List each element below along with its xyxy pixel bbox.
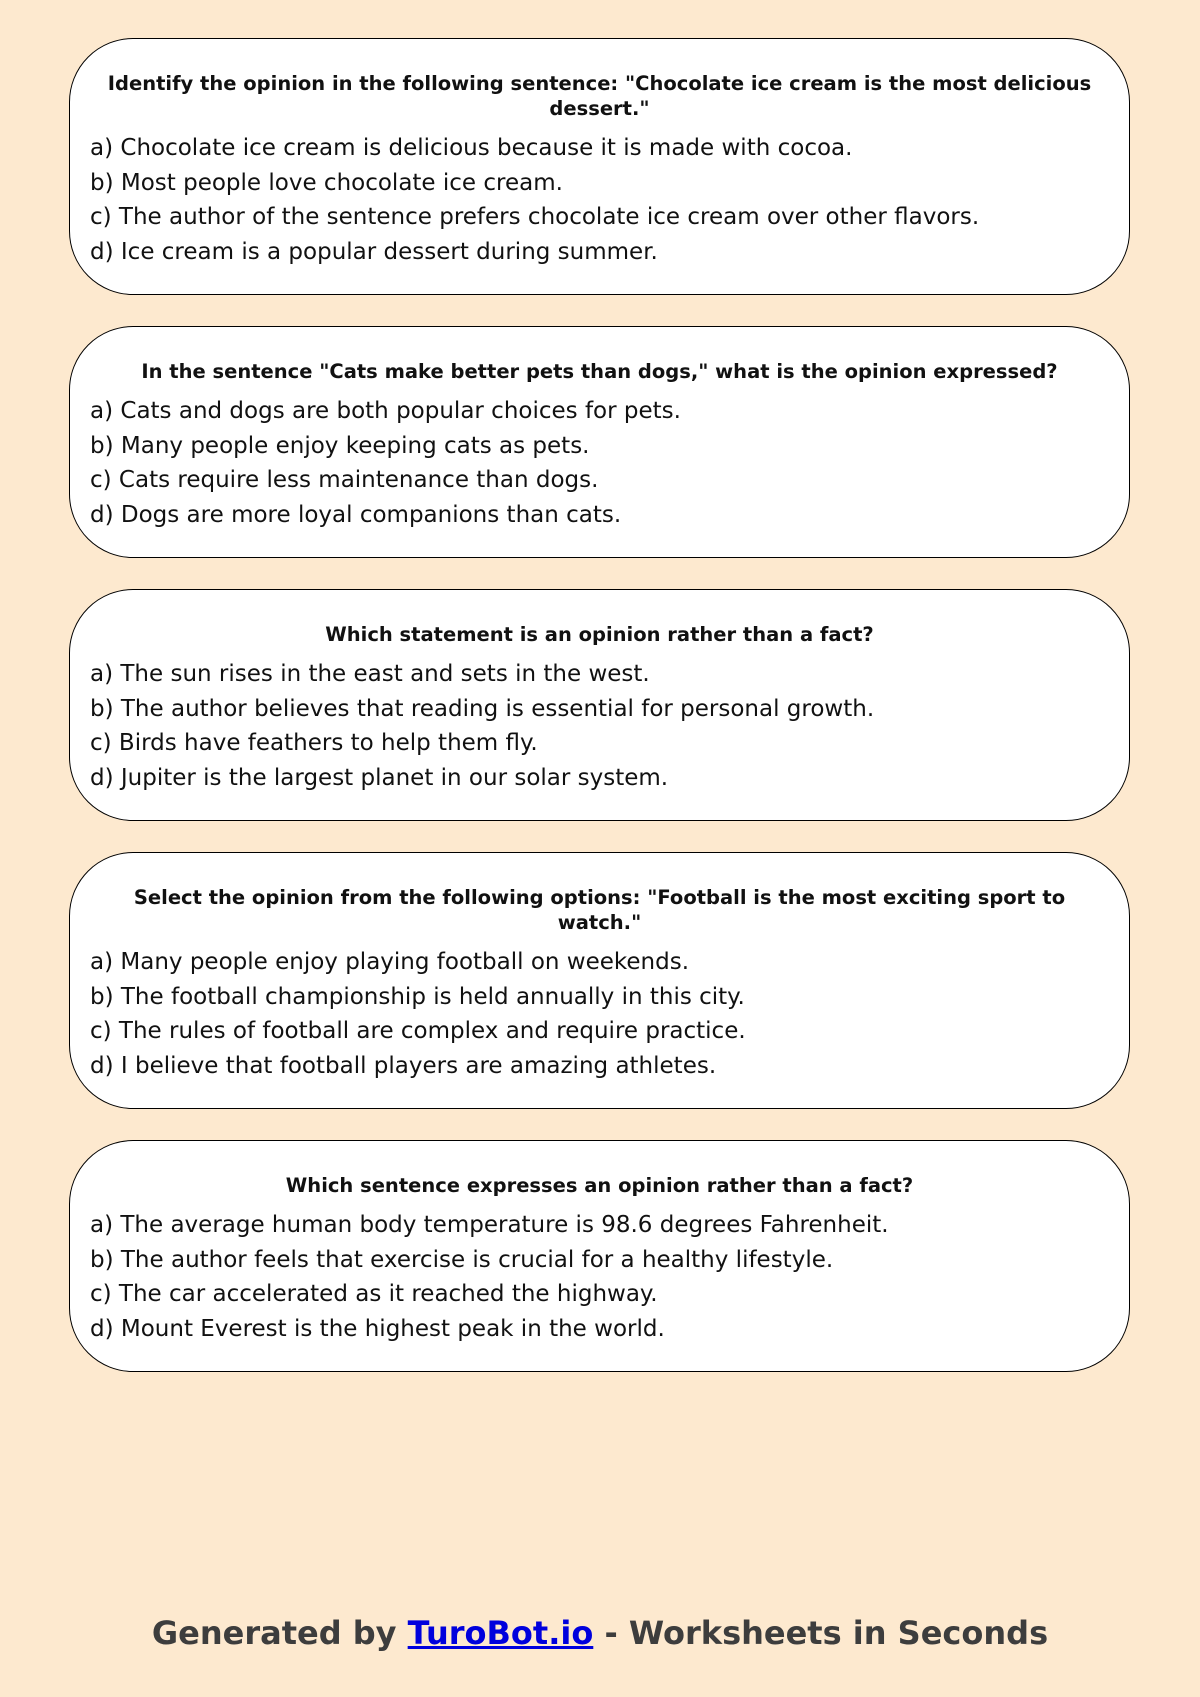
question-card-2: [69, 326, 1130, 558]
option-a[interactable]: a) Cats and dogs are both popular choices for pets.: [90, 398, 681, 424]
turobot-link[interactable]: TuroBot.io: [407, 1614, 594, 1652]
option-a[interactable]: a) Many people enjoy playing football on weekends.: [90, 949, 690, 975]
option-c[interactable]: c) The author of the sentence prefers chocolate ice cream over other flavors.: [90, 204, 980, 230]
option-c[interactable]: c) The rules of football are complex and require practice.: [90, 1018, 746, 1044]
option-d[interactable]: d) Jupiter is the largest planet in our solar system.: [90, 764, 669, 791]
footer-suffix: - Worksheets in Seconds: [593, 1614, 1049, 1652]
question-card-1: [69, 38, 1130, 295]
question-text: Which sentence expresses an opinion rather than a fact?: [285, 1174, 914, 1197]
footer-credit: [0, 1614, 1200, 1652]
question-text: Identify the opinion in the following sentence: "Chocolate ice cream is the most delicious dessert.": [107, 72, 1092, 120]
option-b[interactable]: b) The football championship is held annually in this city.: [90, 983, 745, 1010]
option-c[interactable]: c) Cats require less maintenance than dogs.: [90, 467, 599, 493]
question-card-3: [69, 589, 1130, 821]
option-list: [90, 131, 1109, 269]
option-d[interactable]: d) Dogs are more loyal companions than cats.: [90, 501, 622, 528]
option-a[interactable]: a) The sun rises in the east and sets in the west.: [90, 661, 650, 687]
option-a[interactable]: a) Chocolate ice cream is delicious because it is made with cocoa.: [90, 135, 853, 161]
footer-prefix: Generated by: [151, 1614, 408, 1652]
option-list: [90, 945, 1109, 1083]
option-c[interactable]: c) Birds have feathers to help them fly.: [90, 730, 538, 756]
question-text: In the sentence "Cats make better pets than dogs," what is the opinion expressed?: [141, 360, 1058, 383]
option-b[interactable]: b) Many people enjoy keeping cats as pets.: [90, 432, 590, 459]
question-text: Which statement is an opinion rather than a fact?: [325, 623, 874, 646]
question-card-5: [69, 1140, 1130, 1372]
option-b[interactable]: b) The author believes that reading is essential for personal growth.: [90, 695, 875, 722]
option-list: [90, 394, 1109, 532]
option-a[interactable]: a) The average human body temperature is 98.6 degrees Fahrenheit.: [90, 1212, 889, 1238]
option-b[interactable]: b) Most people love chocolate ice cream.: [90, 169, 563, 196]
option-list: [90, 657, 1109, 795]
question-text: Select the opinion from the following options: "Football is the most exciting sport to watch.": [133, 886, 1066, 934]
question-card-4: [69, 852, 1130, 1109]
option-d[interactable]: d) Ice cream is a popular dessert during summer.: [90, 238, 658, 265]
option-b[interactable]: b) The author feels that exercise is crucial for a healthy lifestyle.: [90, 1246, 834, 1273]
option-list: [90, 1208, 1109, 1346]
option-c[interactable]: c) The car accelerated as it reached the highway.: [90, 1281, 658, 1307]
option-d[interactable]: d) Mount Everest is the highest peak in the world.: [90, 1315, 665, 1342]
option-d[interactable]: d) I believe that football players are amazing athletes.: [90, 1052, 717, 1079]
